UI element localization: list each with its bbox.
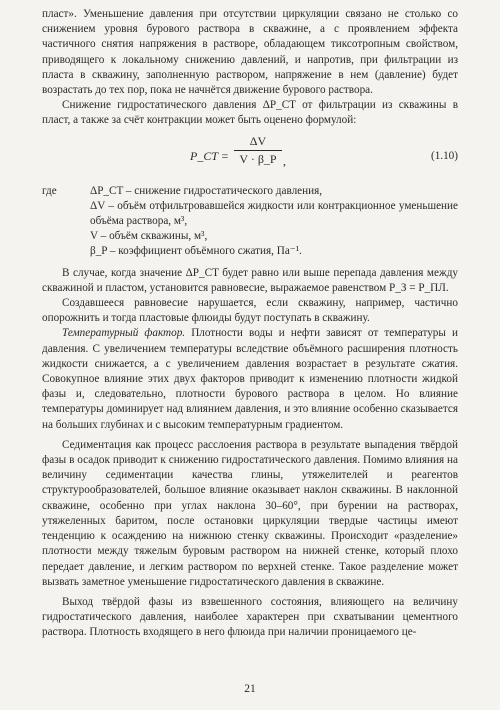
definition-item: ΔV – объём отфильтровавшейся жидкости или контракционное уменьшение объёма раствора, м³, xyxy=(90,199,458,228)
formula-fraction xyxy=(234,134,282,167)
page-number: 21 xyxy=(244,683,256,695)
formula-number: (1.10) xyxy=(430,149,458,162)
paragraph-2: Снижение гидростатического давления ΔP_CT от фильтрации из скважины в пласт, а также за счёт контракции может быть оценено формулой: xyxy=(42,99,458,127)
definition-item: β_P – коэффициент объёмного сжатия, Па⁻¹. xyxy=(90,245,302,258)
paragraph-5-body: Плотности воды и нефти зависят от температуры и давления. С увеличением температуры вследствие объёмного расширения плотность жидкости снижается, а с увеличением давления возрастает в результате сжатия. Совокупное влияние этих двух факторов приводит к изменению плотности жидкой фазы и, следовательно, плотности бурового раствора в целом. Но влияние температуры доминирует над влиянием давления, и это влияние особенно сказывается на больших глубинах и с высоким температурным градиентом. xyxy=(42,327,458,431)
paragraph-6: Седиментация как процесс расслоения раствора в результате выпадения твёрдой фазы в осадок приводит к снижению гидростатического давления. Помимо влияния на величину седиментации качества глины, утяжелителей и реагентов структурообразователей, большое влияние оказывает наклон скважины. В наклонной скважине, особенно при углах наклона 30–60°, при бурении на растворах, утяжеленных баритом, после остановки циркуляции твердые частицы имеют тенденцию к осаждению на нижнюю стенку скважины. Происходит «разделение» плотности между тяжелым буровым раствором на нижней стенке, который плохо передает давление, и легким раствором по верхней стенке. Такое разделение может вызвать заметное уменьшение гидростатического давления в скважине. xyxy=(42,438,458,588)
formula-denominator: V · β_P xyxy=(239,151,277,166)
where-keyword: где xyxy=(42,184,57,197)
formula-tail: , xyxy=(283,153,286,168)
paragraph-3: В случае, когда значение ΔP_CT будет равно или выше перепада давления между скважиной и пластом, установится равновесие, выражаемое равенством P_З = P_ПЛ. xyxy=(42,266,458,294)
paragraph-5 xyxy=(42,326,458,432)
paragraph-1: пласт». Уменьшение давления при отсутствии циркуляции связано не столько со снижением уровня бурового раствора в скважине, а с проявлением эффекта частичного снятия напряжения в растворе, обладающем тиксотропным свойством, приводящего к локальному снижению давлений, и напротив, при фильтрации из пласта в скважину, заполненную раствором, напряжение в нем (давление) будет возрастать до тех пор, пока не начнётся движение бурового раствора. xyxy=(42,8,458,97)
paragraph-4: Создавшееся равновесие нарушается, если скважину, например, частично опорожнить и тогда пластовые флюиды будут поступать в скважину. xyxy=(42,297,458,325)
formula-1-10 xyxy=(42,134,458,178)
paragraph-5-title: Температурный фактор. xyxy=(62,327,186,340)
paragraph-7: Выход твёрдой фазы из взвешенного состояния, влияющего на величину гидростатического давления, наиболее характерен при схватывании цементного раствора. Плотность входящего в него флюида при наличии проницаемого це- xyxy=(42,595,458,639)
formula-numerator: ΔV xyxy=(249,133,267,148)
definition-item: ΔP_CT – снижение гидростатического давления, xyxy=(90,184,323,197)
formula-lhs: P_CT = xyxy=(190,148,229,163)
definition-item: V – объём скважины, м³, xyxy=(90,230,208,243)
variable-definitions xyxy=(42,184,458,260)
